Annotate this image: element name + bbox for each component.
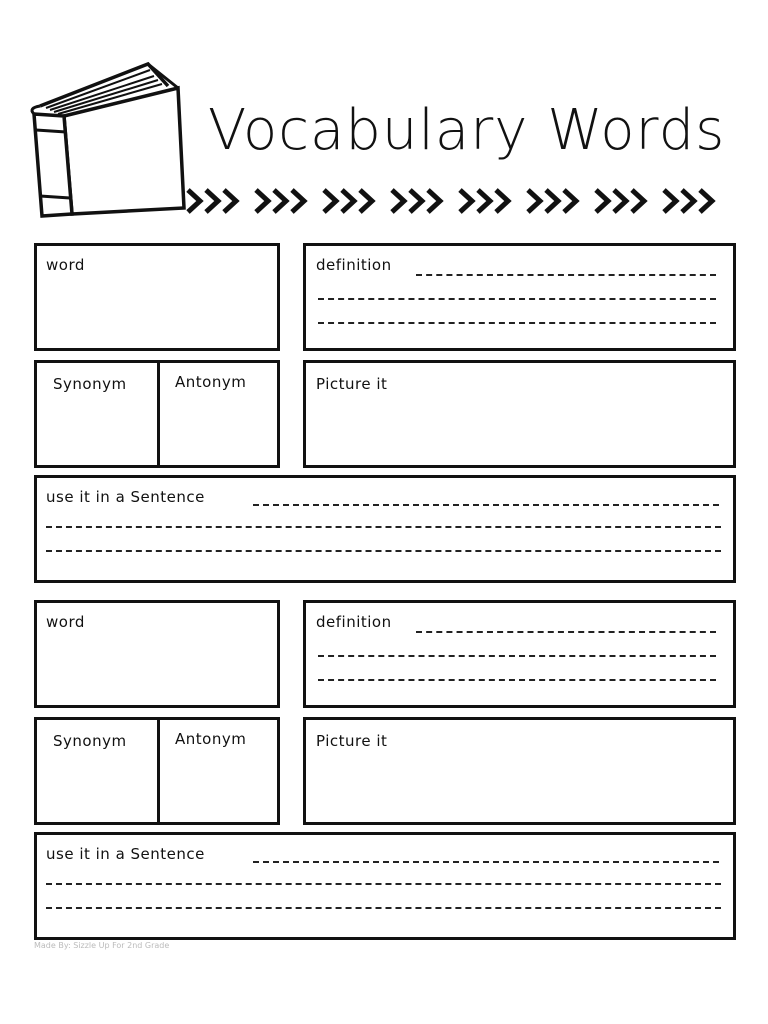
chevron-right-icon xyxy=(388,186,456,216)
definition-line xyxy=(318,322,716,324)
sentence-line xyxy=(46,883,721,885)
picture-label: Picture it xyxy=(316,375,388,393)
definition-box[interactable] xyxy=(303,600,736,708)
footer-credit: Made By: Sizzle Up For 2nd Grade xyxy=(34,941,170,950)
sentence-label: use it in a Sentence xyxy=(46,488,205,506)
book-icon xyxy=(28,58,190,222)
sentence-label: use it in a Sentence xyxy=(46,845,205,863)
sentence-line xyxy=(253,504,719,506)
picture-box[interactable] xyxy=(303,717,736,825)
picture-box[interactable] xyxy=(303,360,736,468)
definition-label: definition xyxy=(316,613,392,631)
sentence-box[interactable] xyxy=(34,475,736,583)
antonym-label: Antonym xyxy=(175,730,247,748)
definition-line xyxy=(416,274,716,276)
chevron-right-icon xyxy=(592,186,660,216)
synonym-antonym-box xyxy=(34,360,280,468)
chevron-right-icon xyxy=(456,186,524,216)
antonym-label: Antonym xyxy=(175,373,247,391)
chevron-right-icon xyxy=(184,186,252,216)
page-title: Vocabulary Words xyxy=(208,98,726,163)
definition-line xyxy=(318,655,716,657)
word-box[interactable] xyxy=(34,600,280,708)
sentence-line xyxy=(46,907,721,909)
word-box[interactable] xyxy=(34,243,280,351)
sentence-line xyxy=(46,526,721,528)
definition-box[interactable] xyxy=(303,243,736,351)
sentence-box[interactable] xyxy=(34,832,736,940)
word-label: word xyxy=(46,256,85,274)
word-label: word xyxy=(46,613,85,631)
definition-line xyxy=(318,679,716,681)
chevron-right-icon xyxy=(252,186,320,216)
definition-line xyxy=(416,631,716,633)
chevron-right-icon xyxy=(660,186,728,216)
chevron-right-icon xyxy=(320,186,388,216)
synonym-antonym-divider xyxy=(157,363,160,465)
synonym-antonym-divider xyxy=(157,720,160,822)
synonym-label: Synonym xyxy=(53,375,127,393)
sentence-line xyxy=(253,861,719,863)
definition-label: definition xyxy=(316,256,392,274)
synonym-antonym-box xyxy=(34,717,280,825)
chevron-divider xyxy=(184,186,728,216)
chevron-right-icon xyxy=(524,186,592,216)
definition-line xyxy=(318,298,716,300)
sentence-line xyxy=(46,550,721,552)
synonym-label: Synonym xyxy=(53,732,127,750)
picture-label: Picture it xyxy=(316,732,388,750)
